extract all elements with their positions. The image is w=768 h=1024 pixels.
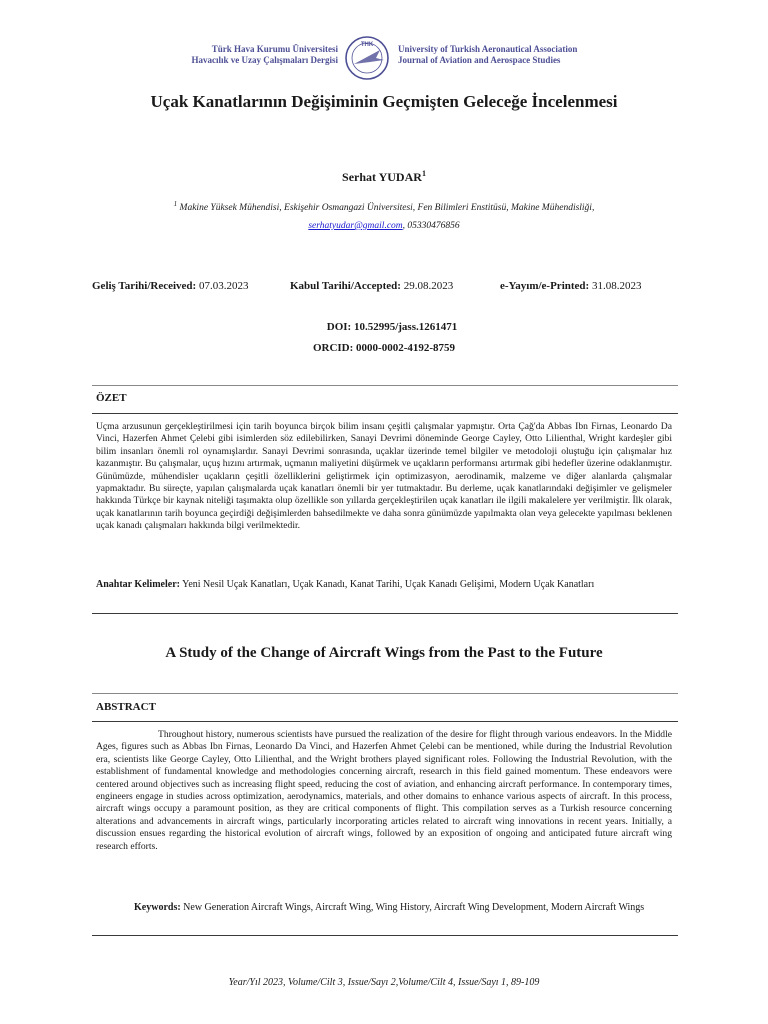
page-footer: Year/Yıl 2023, Volume/Cilt 3, Issue/Sayı 2,Volume/Cilt 4, Issue/Sayı 1, 89-109 (228, 977, 540, 988)
journal-university-tr: Türk Hava Kurumu Üniversitesi (211, 44, 338, 54)
divider (92, 613, 678, 614)
logo-text: THK (360, 42, 374, 48)
abstract-heading: ABSTRACT (96, 701, 156, 713)
journal-university-en: University of Turkish Aeronautical Association (398, 44, 578, 54)
accepted-value: 29.08.2023 (400, 280, 454, 292)
paper-title-en: A Study of the Change of Aircraft Wings from the Past to the Future (165, 645, 603, 661)
paper-title-tr: Uçak Kanatlarının Değişiminin Geçmişten Geleceğe İncelenmesi (150, 92, 618, 111)
divider (92, 413, 678, 414)
contact-line (0, 221, 768, 231)
orcid: ORCID: 0000-0002-4192-8759 (312, 342, 456, 354)
email-link[interactable]: serhatyudar@gmail.com (308, 221, 403, 231)
doi: DOI: 10.52995/jass.1261471 (326, 321, 458, 333)
printed-label: e-Yayım/e-Printed: (500, 280, 590, 292)
accepted-date (290, 280, 453, 292)
author-name: Serhat YUDAR (342, 170, 422, 184)
abstract-body: Throughout history, numerous scientists have pursued the realization of the desire for flight through various endeavors. In the Middle Ages, figures such as Abbas Ibn Firnas, Leonardo Da Vinci, and Hazerfen Ahmet Çelebi can be mentioned, while during the Industrial Revolution era, scientists like George Cayley, Otto Lilienthal, and the Wright brothers played significant roles. Following the Industrial Revolution, with the establishment of fundamental knowledge and methodologies concerning aircraft, research in this field gained momentum. These endeavors were centered around objectives such as increasing flight speed, reducing the cost of aviation, and enhancing aircraft performance. In contemporary times, engineers engage in studies across optimization, aerodynamics, materials, and other domains to enhance various aspects of aircraft. In this process, aircraft wings occupy a paramount position, as they are critical components of flight. This compilation serves as a Turkish resource concerning alterations and advancements in aircraft wings, particularly incorporating articles related to aircraft wing innovations in recent years. Initially, a discussion ensues regarding the historical evolution of aircraft wings, followed by an exposition of ongoing and anticipated future aircraft wing research efforts. (96, 729, 672, 852)
ozet-body: Uçma arzusunun gerçekleştirilmesi için tarih boyunca birçok bilim insanı çeşitli çalışmalar yapmıştır. Orta Çağ'da Abbas Ibn Firnas, Leonardo Da Vinci, Hazerfen Ahmet Çelebi gibi isimlerden söz edilebilirken, Sanayi Devrimi döneminde George Cayley, Otto Lilienthal, Wright kardeşler gibi bilim insanları önemli rol oynamışlardır. Sanayi Devrimi sonrasında, uçaklar üzerinde temel bilgiler ve metodoloji oluştuğu için çalışmalar hız kazanmıştır. Bu çalışmalar, uçuş hızını artırmak, uçmanın maliyetini düşürmek ve uçakların performansı artırmak gibi hedefler üzerine odaklanmıştır. Günümüzde, mühendisler uçakların çeşitli özelliklerini geliştirmek için optimizasyon, aerodinamik, malzeme ve diğer alanlarda çalışmalar yapmaktadır. Bu süreçte, yapılan çalışmalarda uçak kanatları önemli bir yer tutmaktadır. Bu derleme, uçak kanatlarındaki değişimler ve gelişmeler hakkında Türkçe bir kaynak niteliği taşımakta olup özellikle son yıllarda gerçekleştirilen uçak kanatları ile ilgili makalelere yer verilmiştir. İlk olarak, uçak kanatlarının tarih boyunca geçirdiği değişimlerden bahsedilmekte ve daha sonra günümüzde yapılmakta olan veya gelecekte yapılması beklenen uçak kanadı çalışmaları hakkında bilgi verilmektedir. (96, 421, 672, 532)
ozet-keywords (96, 579, 672, 592)
abstract-keywords-text: New Generation Aircraft Wings, Aircraft Wing, Wing History, Aircraft Wing Development, Modern Aircraft Wings (180, 902, 645, 913)
divider (92, 935, 678, 936)
divider (92, 693, 678, 694)
journal-title-en: Journal of Aviation and Aerospace Studies (398, 55, 561, 65)
author-sup: 1 (421, 169, 426, 178)
printed-value: 31.08.2023 (589, 280, 642, 292)
author-line (0, 169, 768, 185)
journal-header (0, 30, 768, 90)
printed-date (500, 280, 641, 292)
received-value: 07.03.2023 (196, 280, 249, 292)
abstract-keywords (96, 902, 672, 915)
phone-number: , 05330476856 (402, 221, 460, 231)
journal-name-tr (150, 44, 338, 66)
ozet-keywords-label: Anahtar Kelimeler: (96, 579, 180, 590)
journal-name-en (398, 44, 658, 66)
journal-title-tr: Havacılık ve Uzay Çalışmaları Dergisi (191, 55, 338, 65)
affiliation-sup: 1 (173, 200, 178, 208)
received-date (92, 280, 248, 292)
affiliation-text: Makine Yüksek Mühendisi, Eskişehir Osmangazi Üniversitesi, Fen Bilimleri Enstitüsü, Makine Mühendisliği, (179, 203, 595, 214)
accepted-label: Kabul Tarihi/Accepted: (290, 280, 401, 292)
received-label: Geliş Tarihi/Received: (92, 280, 197, 292)
divider (92, 721, 678, 722)
abstract-keywords-label: Keywords: (134, 902, 181, 913)
ozet-keywords-text: Yeni Nesil Uçak Kanatları, Uçak Kanadı, Kanat Tarihi, Uçak Kanadı Gelişimi, Modern Uçak Kanatları (179, 579, 595, 590)
affiliation (0, 200, 768, 213)
journal-logo (340, 34, 394, 82)
divider (92, 385, 678, 386)
ozet-heading: ÖZET (96, 392, 127, 404)
